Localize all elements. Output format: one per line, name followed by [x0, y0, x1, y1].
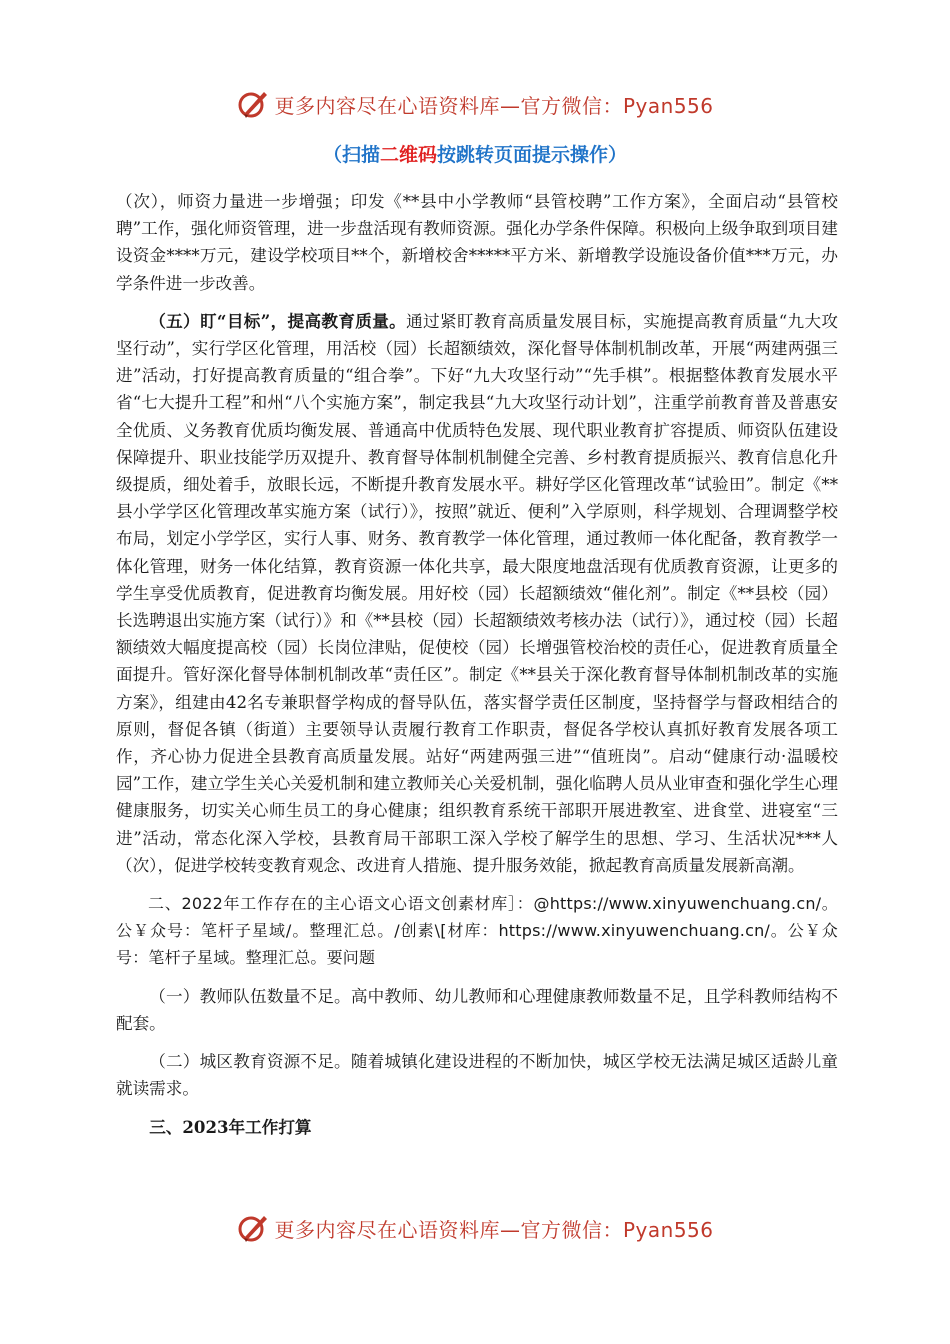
scan-qr-instruction: （扫描二维码按跳转页面提示操作） — [322, 144, 628, 166]
top-watermark-banner — [0, 84, 950, 124]
banner-text: 更多内容尽在心语资料库—官方微信：Pyan556 — [274, 1217, 714, 1242]
paragraph-problem-2: （二）城区教育资源不足。随着城镇化建设进程的不断加快，城区学校无法满足城区适龄儿童就读需求。 — [116, 1052, 838, 1099]
section-heading-3-plans: 三、2023年工作打算 — [149, 1116, 312, 1137]
paragraph-teacher-resources: （次），师资力量进一步增强；印发《**县中小学教师“县管校聘”工作方案》，全面启动“县管校聘”工作，强化师资管理，进一步盘活现有教师资源。强化办学条件保障。积极向上级争取到项目建设资金****万元，建设学校项目**个，新增校舍*****平方米、新增教学设施设备价值***万元，办学条件进一步改善。 — [116, 192, 839, 293]
banner-text: 更多内容尽在心语资料库—官方微信：Pyan556 — [274, 93, 714, 118]
section-heading-2-problems: 二、2022年工作存在的主心语文心语文创素材库］：@https://www.xinyuwenchuang.cn/。公￥众号：笔杆子星域/。整理汇总。/创素\[材库：https://www.xinyuwenchuang.cn/。公￥众号：笔杆子星域。整理汇总。要问题 — [116, 894, 838, 968]
document-body — [116, 188, 838, 1152]
pen-logo-icon — [236, 1211, 270, 1245]
paragraph-problem-1: （一）教师队伍数量不足。高中教师、幼儿教师和心理健康教师数量不足，且学科教师结构不配套。 — [116, 986, 838, 1033]
pen-logo-icon — [236, 87, 270, 121]
section-heading-5: （五）盯“目标”，提高教育质量。 — [149, 310, 407, 331]
bottom-watermark-banner — [0, 1208, 950, 1248]
paragraph-education-quality: （五）盯“目标”，提高教育质量。通过紧盯教育高质量发展目标，实施提高教育质量“九大攻坚行动”，实行学区化管理，用活校（园）长超额绩效，深化督导体制机制改革，开展“两建两强三进”活动，打好提高教育质量的“组合拳”。下好“九大攻坚行动”“先手棋”。根据整体教育发展水平省“七大提升工程”和州“八个实施方案”，制定我县“九大攻坚行动计划”，注重学前教育普及普惠安全优质、义务教育优质均衡发展、普通高中优质特色发展、现代职业教育扩容提质、师资队伍建设保障提升、职业技能学历双提升、教育督导体制机制健全完善、乡村教育提质振兴、教育信息化升级提质，细处着手，放眼长远，不断提升教育发展水平。耕好学区化管理改革“试验田”。制定《**县小学学区化管理改革实施方案（试行）》，按照”就近、便利”入学原则，科学规划、合理调整学校布局，划定小学学区，实行人事、财务、教育教学一体化管理，通过教师一体化配备，教育教学一体化管理，财务一体化结算，教育资源一体化共享，最大限度地盘活现有优质教育资源，让更多的学生享受优质教育，促进教育均衡发展。用好校（园）长超额绩效“催化剂”。制定《**县校（园）长选聘退出实施方案（试行）》和《**县校（园）长超额绩效考核办法（试行）》，通过校（园）长超额绩效大幅度提高校（园）长岗位津贴，促使校（园）长增强管校治校的责任心，促进教育质量全面提升。管好深化督导体制机制改革“责任区”。制定《**县关于深化教育督导体制机制改革的实施方案》，组建由42名专兼职督学构成的督导队伍，落实督学责任区制度，坚持督学与督政相结合的原则，督促各镇（街道）主要领导认责履行教育工作职责，督促各学校认真抓好教育发展各项工作，齐心协力促进全县教育高质量发展。站好“两建两强三进”“值班岗”。启动“健康行动·温暖校园”工作，建立学生关心关爱机制和建立教师关心关爱机制，强化临聘人员从业审查和强化学生心理健康服务，切实关心师生员工的身心健康；组织教育系统干部职开展进教室、进食堂、进寝室“三进”活动，常态化深入学校，县教育局干部职工深入学校了解学生的思想、学习、生活状况***人（次），促进学校转变教育观念、改进育人措施、提升服务效能，掀起教育高质量发展新高潮。 — [116, 310, 839, 875]
